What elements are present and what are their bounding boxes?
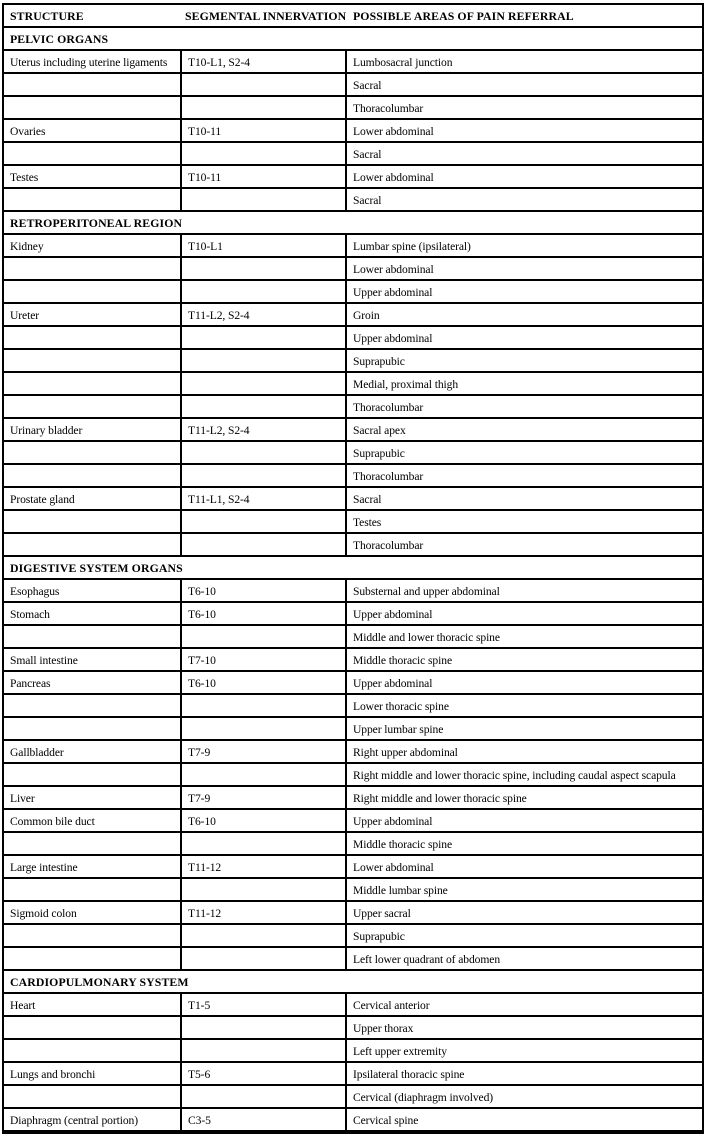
section-title: DIGESTIVE SYSTEM ORGANS <box>10 561 183 575</box>
cell-innervation <box>182 396 347 417</box>
section-title: CARDIOPULMONARY SYSTEM <box>10 975 189 989</box>
cell-structure: Testes <box>4 166 182 187</box>
table-row <box>4 511 702 534</box>
cell-structure: Kidney <box>4 235 182 256</box>
table-row <box>4 97 702 120</box>
cell-referral: Testes <box>353 516 382 529</box>
cell-referral: Upper sacral <box>353 907 411 920</box>
table-row <box>4 1109 702 1132</box>
cell-innervation <box>182 764 347 785</box>
cell-referral: Thoracolumbar <box>353 102 424 115</box>
cell-innervation <box>182 189 347 210</box>
cell-structure: Stomach <box>4 603 182 624</box>
cell-structure <box>4 97 182 118</box>
cell-structure: Esophagus <box>4 580 182 601</box>
cell-structure: Small intestine <box>4 649 182 670</box>
cell-innervation <box>182 1040 347 1061</box>
table-row <box>4 373 702 396</box>
pain-referral-table <box>2 3 704 1134</box>
cell-structure: Uterus including uterine ligaments <box>4 51 182 72</box>
cell-referral: Lower abdominal <box>353 171 434 184</box>
table-row <box>4 534 702 557</box>
cell-innervation: T6-10 <box>182 603 347 624</box>
table-row <box>4 741 702 764</box>
table-row <box>4 120 702 143</box>
table-row <box>4 695 702 718</box>
table-row <box>4 143 702 166</box>
table-row <box>4 948 702 971</box>
table-row <box>4 304 702 327</box>
cell-innervation <box>182 626 347 647</box>
cell-structure <box>4 695 182 716</box>
cell-innervation: T1-5 <box>182 994 347 1015</box>
section-header-row <box>4 971 702 994</box>
table-row <box>4 603 702 626</box>
table-row <box>4 580 702 603</box>
cell-referral: Lower abdominal <box>353 125 434 138</box>
cell-innervation <box>182 327 347 348</box>
table-row <box>4 672 702 695</box>
cell-innervation: T5-6 <box>182 1063 347 1084</box>
table-body <box>4 28 702 1132</box>
cell-referral: Upper abdominal <box>353 286 433 299</box>
cell-referral: Upper abdominal <box>353 332 433 345</box>
cell-innervation <box>182 281 347 302</box>
cell-structure: Ovaries <box>4 120 182 141</box>
cell-structure <box>4 718 182 739</box>
cell-structure <box>4 350 182 371</box>
cell-referral: Left upper extremity <box>353 1045 447 1058</box>
table-row <box>4 856 702 879</box>
cell-referral: Thoracolumbar <box>353 539 424 552</box>
table-row <box>4 189 702 212</box>
table-row <box>4 626 702 649</box>
cell-referral: Middle lumbar spine <box>353 884 448 897</box>
table-row <box>4 649 702 672</box>
table-row <box>4 718 702 741</box>
table-row <box>4 465 702 488</box>
cell-innervation <box>182 511 347 532</box>
cell-structure <box>4 258 182 279</box>
cell-structure <box>4 534 182 555</box>
table-row <box>4 74 702 97</box>
cell-innervation: T11-L2, S2-4 <box>182 304 347 325</box>
section-header-row <box>4 212 702 235</box>
cell-referral: Sacral <box>353 493 382 506</box>
cell-structure: Heart <box>4 994 182 1015</box>
section-title: RETROPERITONEAL REGION <box>10 216 183 230</box>
cell-innervation <box>182 442 347 463</box>
table-row <box>4 396 702 419</box>
cell-innervation: T11-12 <box>182 856 347 877</box>
cell-structure: Sigmoid colon <box>4 902 182 923</box>
cell-referral: Middle thoracic spine <box>353 654 452 667</box>
table-row <box>4 442 702 465</box>
cell-innervation <box>182 925 347 946</box>
cell-innervation: T6-10 <box>182 810 347 831</box>
table-row <box>4 879 702 902</box>
cell-structure <box>4 879 182 900</box>
cell-innervation <box>182 258 347 279</box>
cell-structure <box>4 74 182 95</box>
cell-referral: Groin <box>353 309 380 322</box>
table-row <box>4 810 702 833</box>
cell-structure <box>4 833 182 854</box>
cell-innervation: T11-12 <box>182 902 347 923</box>
cell-structure <box>4 511 182 532</box>
table-row <box>4 764 702 787</box>
cell-referral: Sacral <box>353 194 382 207</box>
cell-innervation: T10-11 <box>182 166 347 187</box>
table-row <box>4 281 702 304</box>
table-row <box>4 1017 702 1040</box>
cell-referral: Cervical spine <box>353 1114 419 1127</box>
cell-innervation <box>182 695 347 716</box>
cell-referral: Lower abdominal <box>353 263 434 276</box>
table-row <box>4 1040 702 1063</box>
cell-referral: Middle thoracic spine <box>353 838 452 851</box>
cell-innervation <box>182 465 347 486</box>
cell-innervation <box>182 74 347 95</box>
table-row <box>4 1086 702 1109</box>
cell-referral: Upper thorax <box>353 1022 414 1035</box>
column-header-structure: STRUCTURE <box>10 9 84 23</box>
cell-referral: Upper abdominal <box>353 677 433 690</box>
cell-innervation <box>182 833 347 854</box>
cell-referral: Lower abdominal <box>353 861 434 874</box>
cell-referral: Ipsilateral thoracic spine <box>353 1068 465 1081</box>
cell-referral: Sacral <box>353 148 382 161</box>
table-row <box>4 166 702 189</box>
cell-referral: Right upper abdominal <box>353 746 458 759</box>
section-title: PELVIC ORGANS <box>10 32 109 46</box>
table-row <box>4 419 702 442</box>
cell-structure: Prostate gland <box>4 488 182 509</box>
cell-referral: Suprapubic <box>353 447 405 460</box>
cell-innervation: T11-L1, S2-4 <box>182 488 347 509</box>
cell-structure <box>4 764 182 785</box>
cell-structure <box>4 281 182 302</box>
cell-innervation: T10-L1 <box>182 235 347 256</box>
cell-referral: Substernal and upper abdominal <box>353 585 500 598</box>
cell-innervation: T10-11 <box>182 120 347 141</box>
cell-innervation <box>182 1086 347 1107</box>
cell-innervation: T6-10 <box>182 672 347 693</box>
cell-referral: Middle and lower thoracic spine <box>353 631 500 644</box>
cell-innervation: T7-9 <box>182 741 347 762</box>
section-header-row <box>4 28 702 51</box>
cell-referral: Left lower quadrant of abdomen <box>353 953 501 966</box>
cell-structure: Ureter <box>4 304 182 325</box>
cell-structure <box>4 396 182 417</box>
cell-referral: Lumbar spine (ipsilateral) <box>353 240 471 253</box>
cell-referral: Right middle and lower thoracic spine <box>353 792 527 805</box>
table-row <box>4 488 702 511</box>
table-row <box>4 833 702 856</box>
cell-innervation: T7-9 <box>182 787 347 808</box>
cell-referral: Upper abdominal <box>353 815 433 828</box>
cell-innervation <box>182 534 347 555</box>
cell-innervation: T10-L1, S2-4 <box>182 51 347 72</box>
table-row <box>4 235 702 258</box>
table-row <box>4 994 702 1017</box>
column-header-pain-referral: POSSIBLE AREAS OF PAIN REFERRAL <box>353 9 574 23</box>
cell-referral: Thoracolumbar <box>353 401 424 414</box>
cell-innervation <box>182 879 347 900</box>
cell-innervation <box>182 143 347 164</box>
cell-innervation <box>182 350 347 371</box>
cell-innervation: T6-10 <box>182 580 347 601</box>
table-row <box>4 258 702 281</box>
table-row <box>4 925 702 948</box>
cell-referral: Suprapubic <box>353 930 405 943</box>
cell-structure <box>4 925 182 946</box>
table-row <box>4 902 702 925</box>
cell-innervation <box>182 948 347 969</box>
cell-innervation: T11-L2, S2-4 <box>182 419 347 440</box>
cell-referral: Lower thoracic spine <box>353 700 449 713</box>
cell-structure: Common bile duct <box>4 810 182 831</box>
cell-referral: Right middle and lower thoracic spine, including caudal aspect scapula <box>353 769 676 782</box>
cell-referral: Lumbosacral junction <box>353 56 453 69</box>
table-row <box>4 327 702 350</box>
cell-referral: Suprapubic <box>353 355 405 368</box>
cell-structure <box>4 948 182 969</box>
cell-referral: Cervical (diaphragm involved) <box>353 1091 494 1104</box>
cell-referral: Upper abdominal <box>353 608 433 621</box>
cell-structure <box>4 442 182 463</box>
cell-referral: Upper lumbar spine <box>353 723 444 736</box>
cell-referral: Sacral <box>353 79 382 92</box>
cell-referral: Cervical anterior <box>353 999 430 1012</box>
cell-structure: Large intestine <box>4 856 182 877</box>
cell-innervation: T7-10 <box>182 649 347 670</box>
cell-structure <box>4 626 182 647</box>
cell-structure <box>4 465 182 486</box>
table-row <box>4 350 702 373</box>
cell-structure <box>4 189 182 210</box>
cell-structure <box>4 327 182 348</box>
table-header-row <box>4 5 702 28</box>
cell-structure: Urinary bladder <box>4 419 182 440</box>
cell-structure <box>4 1086 182 1107</box>
cell-structure <box>4 143 182 164</box>
table-row <box>4 1063 702 1086</box>
cell-structure: Diaphragm (central portion) <box>4 1109 182 1130</box>
cell-innervation <box>182 718 347 739</box>
cell-structure: Gallbladder <box>4 741 182 762</box>
cell-innervation <box>182 373 347 394</box>
cell-structure <box>4 1040 182 1061</box>
table-row <box>4 51 702 74</box>
cell-structure: Pancreas <box>4 672 182 693</box>
table-row <box>4 787 702 810</box>
cell-referral: Sacral apex <box>353 424 406 437</box>
cell-innervation <box>182 1017 347 1038</box>
section-header-row <box>4 557 702 580</box>
cell-innervation: C3-5 <box>182 1109 347 1130</box>
cell-structure <box>4 1017 182 1038</box>
cell-innervation <box>182 97 347 118</box>
cell-structure: Lungs and bronchi <box>4 1063 182 1084</box>
column-header-segmental-innervation: SEGMENTAL INNERVATION <box>185 9 347 23</box>
cell-referral: Thoracolumbar <box>353 470 424 483</box>
cell-structure: Liver <box>4 787 182 808</box>
cell-referral: Medial, proximal thigh <box>353 378 459 391</box>
cell-structure <box>4 373 182 394</box>
